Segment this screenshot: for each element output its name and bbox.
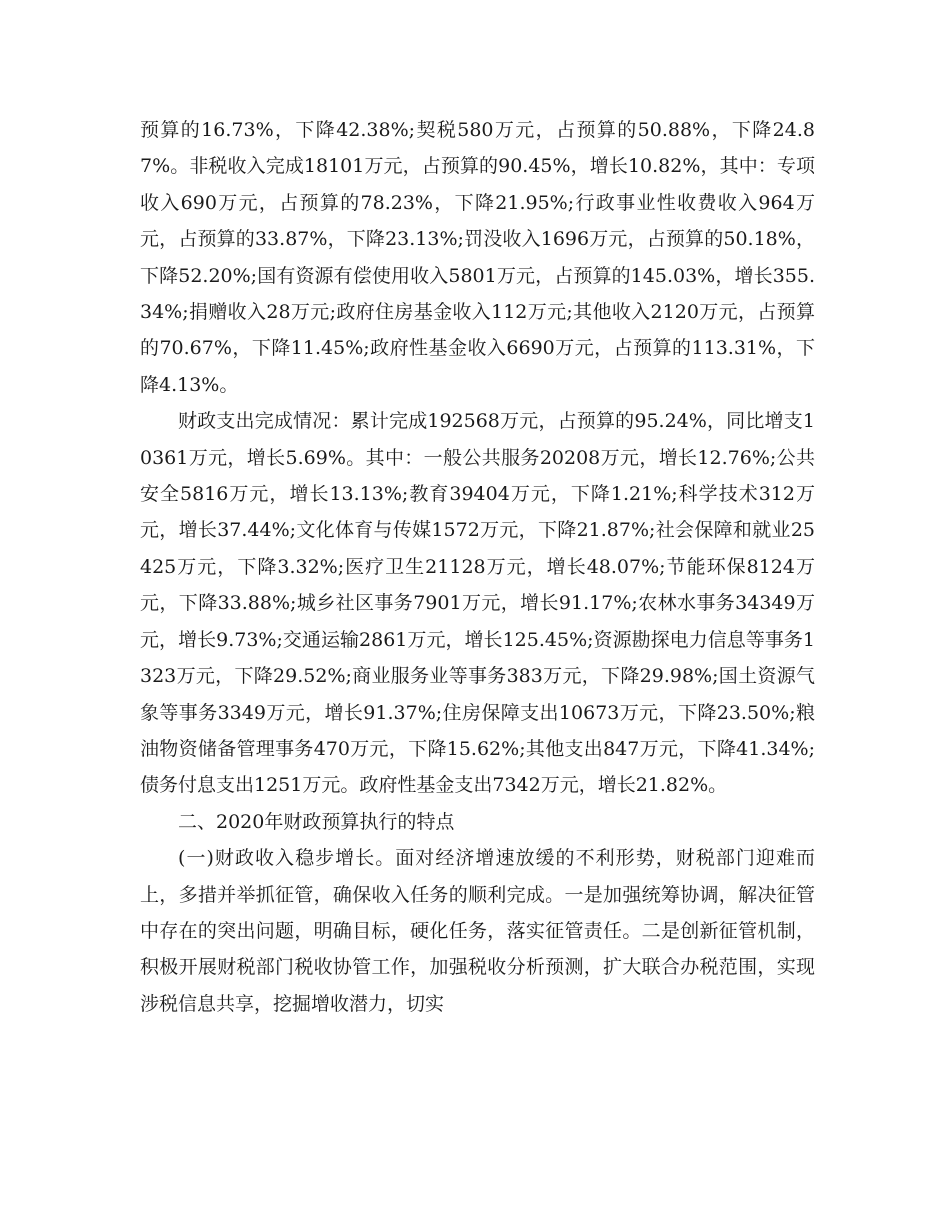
- paragraph-revenue-continued: 预算的16.73%，下降42.38%;契税580万元，占预算的50.88%，下降24.87%。非税收入完成18101万元，占预算的90.45%，增长10.82%，其中：专项收入690万元，占预算的78.23%，下降21.95%;行政事业性收费收入964万元，占预算的33.87%，下降23.13%;罚没收入1696万元，占预算的50.18%，下降52.20%;国有资源有偿使用收入5801万元，占预算的145.03%，增长355.34%;捐赠收入28万元;政府住房基金收入112万元;其他收入2120万元，占预算的70.67%，下降11.45%;政府性基金收入6690万元，占预算的113.31%，下降4.13%。: [140, 119, 815, 396]
- section-heading: 二、2020年财政预算执行的特点: [178, 810, 455, 833]
- paragraph-revenue-growth: (一)财政收入稳步增长。面对经济增速放缓的不利形势，财税部门迎难而上，多措并举抓征管，确保收入任务的顺利完成。一是加强统筹协调，解决征管中存在的突出问题，明确目标，硬化任务，落实征管责任。二是创新征管机制，积极开展财税部门税收协管工作，加强税收分析预测，扩大联合办税范围，实现涉税信息共享，挖掘增收潜力，切实: [140, 847, 815, 1015]
- document-body: [140, 112, 815, 1022]
- paragraph-expenditure: 财政支出完成情况：累计完成192568万元，占预算的95.24%，同比增支10361万元，增长5.69%。其中：一般公共服务20208万元，增长12.76%;公共安全5816万元，增长13.13%;教育39404万元，下降1.21%;科学技术312万元，增长37.44%;文化体育与传媒1572万元，下降21.87%;社会保障和就业25425万元，下降3.32%;医疗卫生21128万元，增长48.07%;节能环保8124万元，下降33.88%;城乡社区事务7901万元，增长91.17%;农林水事务34349万元，增长9.73%;交通运输2861万元，增长125.45%;资源勘探电力信息等事务1323万元，下降29.52%;商业服务业等事务383万元，下降29.98%;国土资源气象等事务3349万元，增长91.37%;住房保障支出10673万元，下降23.50%;粮油物资储备管理事务470万元，下降15.62%;其他支出847万元，下降41.34%;债务付息支出1251万元。政府性基金支出7342万元，增长21.82%。: [140, 410, 815, 797]
